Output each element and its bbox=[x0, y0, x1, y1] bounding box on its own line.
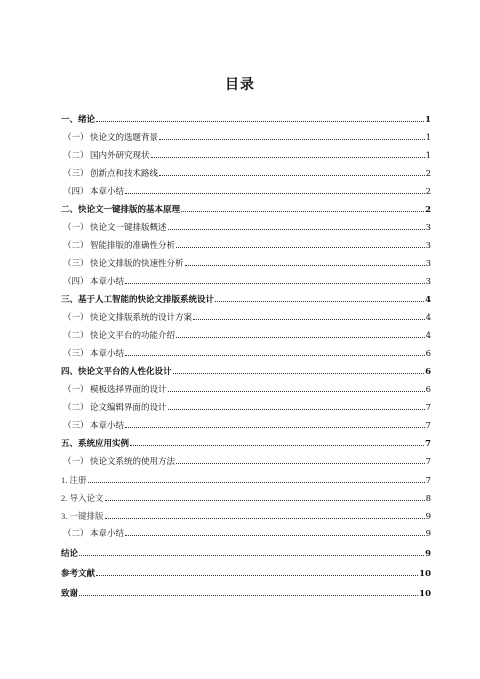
toc-entry[interactable] bbox=[61, 489, 431, 507]
toc-entry-number: （三） bbox=[63, 421, 89, 431]
toc-entry-number: （一） bbox=[63, 313, 89, 323]
toc-entry[interactable] bbox=[61, 165, 431, 183]
toc-entry-label: 参考文献 bbox=[61, 569, 96, 579]
toc-page-number: 10 bbox=[419, 569, 431, 579]
toc-entry-label: 国内外研究现状 bbox=[90, 151, 150, 161]
toc-dot-leader bbox=[151, 157, 425, 158]
toc-title: 目录 bbox=[225, 77, 255, 93]
toc-entry-number: （一） bbox=[63, 223, 89, 233]
toc-entry[interactable] bbox=[61, 129, 431, 147]
toc-page-number: 4 bbox=[425, 331, 431, 341]
toc-page-number: 9 bbox=[425, 512, 431, 522]
toc-dot-leader bbox=[176, 247, 425, 248]
toc-entry-text bbox=[61, 565, 95, 583]
toc-entry-label: 快论文一键排版概述 bbox=[90, 223, 167, 233]
toc-page-number: 6 bbox=[425, 385, 431, 395]
toc-entry[interactable] bbox=[61, 453, 431, 471]
toc-entry-text bbox=[61, 435, 129, 453]
toc-dot-leader bbox=[125, 355, 425, 356]
toc-dot-leader bbox=[173, 373, 425, 374]
toc-entry-text bbox=[61, 545, 78, 563]
toc-entry[interactable] bbox=[61, 327, 431, 345]
toc-page-number: 1 bbox=[425, 151, 431, 161]
toc-entry[interactable] bbox=[61, 417, 431, 435]
toc-entry-label: 1. 注册 bbox=[61, 475, 87, 485]
toc-dot-leader bbox=[125, 283, 425, 284]
toc-entry-text bbox=[61, 273, 124, 291]
toc-entry-label: 快论文平台的功能介绍 bbox=[90, 331, 176, 341]
toc-entry[interactable] bbox=[61, 435, 431, 453]
toc-dot-leader bbox=[125, 427, 425, 428]
toc-entry-label: 一、绪论 bbox=[61, 115, 96, 125]
toc-entry-text bbox=[61, 585, 78, 603]
toc-page-number: 7 bbox=[425, 439, 431, 449]
toc-page-number: 2 bbox=[425, 169, 431, 179]
toc-entry-label: 五、系统应用实例 bbox=[61, 439, 130, 449]
toc-dot-leader bbox=[176, 463, 425, 464]
toc-entry[interactable] bbox=[61, 183, 431, 201]
toc-page-number: 7 bbox=[425, 421, 431, 431]
toc-dot-leader bbox=[79, 595, 418, 596]
toc-list bbox=[61, 111, 431, 603]
toc-entry-number: （一） bbox=[63, 457, 89, 467]
toc-entry-text bbox=[61, 471, 87, 489]
toc-dot-leader bbox=[130, 445, 424, 446]
toc-entry-label: 四、快论文平台的人性化设计 bbox=[61, 367, 172, 377]
toc-entry-text bbox=[61, 507, 104, 525]
toc-entry[interactable] bbox=[61, 585, 431, 603]
toc-entry-text bbox=[61, 309, 192, 327]
toc-entry-text bbox=[61, 327, 175, 345]
toc-entry-text bbox=[61, 489, 104, 507]
toc-entry-label: 三、基于人工智能的快论文排版系统设计 bbox=[61, 295, 215, 305]
toc-dot-leader bbox=[168, 391, 425, 392]
toc-page-number: 6 bbox=[425, 349, 431, 359]
toc-entry-text bbox=[61, 453, 175, 471]
toc-entry-number: （二） bbox=[63, 241, 89, 251]
toc-entry-number: （二） bbox=[63, 331, 89, 341]
toc-entry-number: （二） bbox=[63, 403, 89, 413]
toc-entry-text bbox=[61, 255, 184, 273]
toc-entry-text bbox=[61, 291, 214, 309]
toc-entry[interactable] bbox=[61, 381, 431, 399]
toc-page-number: 7 bbox=[425, 403, 431, 413]
toc-entry[interactable] bbox=[61, 219, 431, 237]
toc-page-number: 7 bbox=[425, 476, 431, 486]
toc-entry-text bbox=[61, 165, 158, 183]
toc-page-number: 3 bbox=[425, 277, 431, 287]
toc-entry-text bbox=[61, 417, 124, 435]
toc-page-number: 2 bbox=[425, 187, 431, 197]
toc-entry-number: （二） bbox=[63, 151, 89, 161]
toc-entry[interactable] bbox=[61, 525, 431, 543]
toc-entry-text bbox=[61, 399, 167, 417]
toc-dot-leader bbox=[185, 265, 425, 266]
toc-entry-text bbox=[61, 129, 158, 147]
toc-page-number: 9 bbox=[425, 529, 431, 539]
toc-entry-label: 模板选择界面的设计 bbox=[90, 385, 167, 395]
toc-entry-number: （四） bbox=[63, 187, 89, 197]
toc-dot-leader bbox=[125, 535, 425, 536]
toc-page-number: 3 bbox=[425, 241, 431, 251]
toc-page-number: 2 bbox=[425, 205, 431, 215]
toc-entry[interactable] bbox=[61, 255, 431, 273]
toc-entry-label: 快论文系统的使用方法 bbox=[90, 457, 176, 467]
toc-page-number: 8 bbox=[425, 494, 431, 504]
toc-entry[interactable] bbox=[61, 507, 431, 525]
toc-page-number: 3 bbox=[425, 259, 431, 269]
toc-entry[interactable] bbox=[61, 273, 431, 291]
toc-entry-text bbox=[61, 219, 167, 237]
toc-entry[interactable] bbox=[61, 345, 431, 363]
toc-entry-label: 快论文排版的快速性分析 bbox=[90, 259, 184, 269]
toc-entry-label: 快论文排版系统的设计方案 bbox=[90, 313, 193, 323]
toc-entry[interactable] bbox=[61, 111, 431, 129]
toc-entry-number: （一） bbox=[63, 385, 89, 395]
toc-dot-leader bbox=[88, 482, 425, 483]
toc-entry-label: 结论 bbox=[61, 549, 79, 559]
toc-entry[interactable] bbox=[61, 399, 431, 417]
toc-entry[interactable] bbox=[61, 471, 431, 489]
toc-entry-label: 致谢 bbox=[61, 589, 79, 599]
toc-page-number: 7 bbox=[425, 457, 431, 467]
toc-dot-leader bbox=[159, 139, 425, 140]
toc-entry-text bbox=[61, 345, 124, 363]
toc-page-number: 4 bbox=[425, 313, 431, 323]
toc-entry-label: 论文编辑界面的设计 bbox=[90, 403, 167, 413]
toc-entry[interactable] bbox=[61, 237, 431, 255]
toc-page-number: 1 bbox=[425, 133, 431, 143]
toc-entry-label: 本章小结 bbox=[90, 529, 125, 539]
toc-entry-number: （二） bbox=[63, 529, 89, 539]
toc-dot-leader bbox=[125, 193, 425, 194]
toc-dot-leader bbox=[96, 121, 424, 122]
toc-entry-text bbox=[61, 381, 167, 399]
toc-entry-label: 二、快论文一键排版的基本原理 bbox=[61, 205, 181, 215]
toc-entry[interactable] bbox=[61, 201, 431, 219]
toc-dot-leader bbox=[176, 337, 425, 338]
toc-dot-leader bbox=[96, 575, 418, 576]
toc-entry[interactable] bbox=[61, 291, 431, 309]
toc-entry-label: 创新点和技术路线 bbox=[90, 169, 159, 179]
toc-entry[interactable] bbox=[61, 147, 431, 165]
toc-entry-text bbox=[61, 525, 124, 543]
toc-entry-label: 快论文的选题背景 bbox=[90, 133, 159, 143]
toc-dot-leader bbox=[105, 500, 425, 501]
toc-page-number: 9 bbox=[425, 549, 431, 559]
toc-dot-leader bbox=[159, 175, 425, 176]
toc-entry-label: 本章小结 bbox=[90, 349, 125, 359]
toc-entry-text bbox=[61, 363, 172, 381]
toc-entry[interactable] bbox=[61, 545, 431, 563]
toc-entry-text bbox=[61, 237, 175, 255]
toc-page-number: 1 bbox=[425, 115, 431, 125]
toc-page-number: 4 bbox=[425, 295, 431, 305]
toc-entry-number: （三） bbox=[63, 169, 89, 179]
toc-entry-label: 2. 导入论文 bbox=[61, 493, 104, 503]
toc-entry-text bbox=[61, 183, 124, 201]
toc-entry-number: （三） bbox=[63, 259, 89, 269]
toc-dot-leader bbox=[168, 229, 425, 230]
toc-entry[interactable] bbox=[61, 565, 431, 583]
toc-dot-leader bbox=[79, 555, 424, 556]
toc-entry-text bbox=[61, 111, 95, 129]
toc-dot-leader bbox=[215, 301, 424, 302]
toc-entry-label: 3. 一键排版 bbox=[61, 511, 104, 521]
toc-entry-text bbox=[61, 201, 180, 219]
toc-entry-label: 智能排版的准确性分析 bbox=[90, 241, 176, 251]
toc-page-number: 10 bbox=[419, 589, 431, 599]
toc-dot-leader bbox=[105, 518, 425, 519]
toc-entry-label: 本章小结 bbox=[90, 187, 125, 197]
toc-entry[interactable] bbox=[61, 363, 431, 381]
toc-entry-label: 本章小结 bbox=[90, 277, 125, 287]
toc-dot-leader bbox=[193, 319, 425, 320]
toc-page-number: 3 bbox=[425, 223, 431, 233]
toc-entry[interactable] bbox=[61, 309, 431, 327]
toc-entry-label: 本章小结 bbox=[90, 421, 125, 431]
toc-dot-leader bbox=[168, 409, 425, 410]
toc-entry-text bbox=[61, 147, 150, 165]
toc-entry-number: （四） bbox=[63, 277, 89, 287]
toc-entry-number: （三） bbox=[63, 349, 89, 359]
toc-page-number: 6 bbox=[425, 367, 431, 377]
toc-entry-number: （一） bbox=[63, 133, 89, 143]
toc-dot-leader bbox=[181, 211, 424, 212]
